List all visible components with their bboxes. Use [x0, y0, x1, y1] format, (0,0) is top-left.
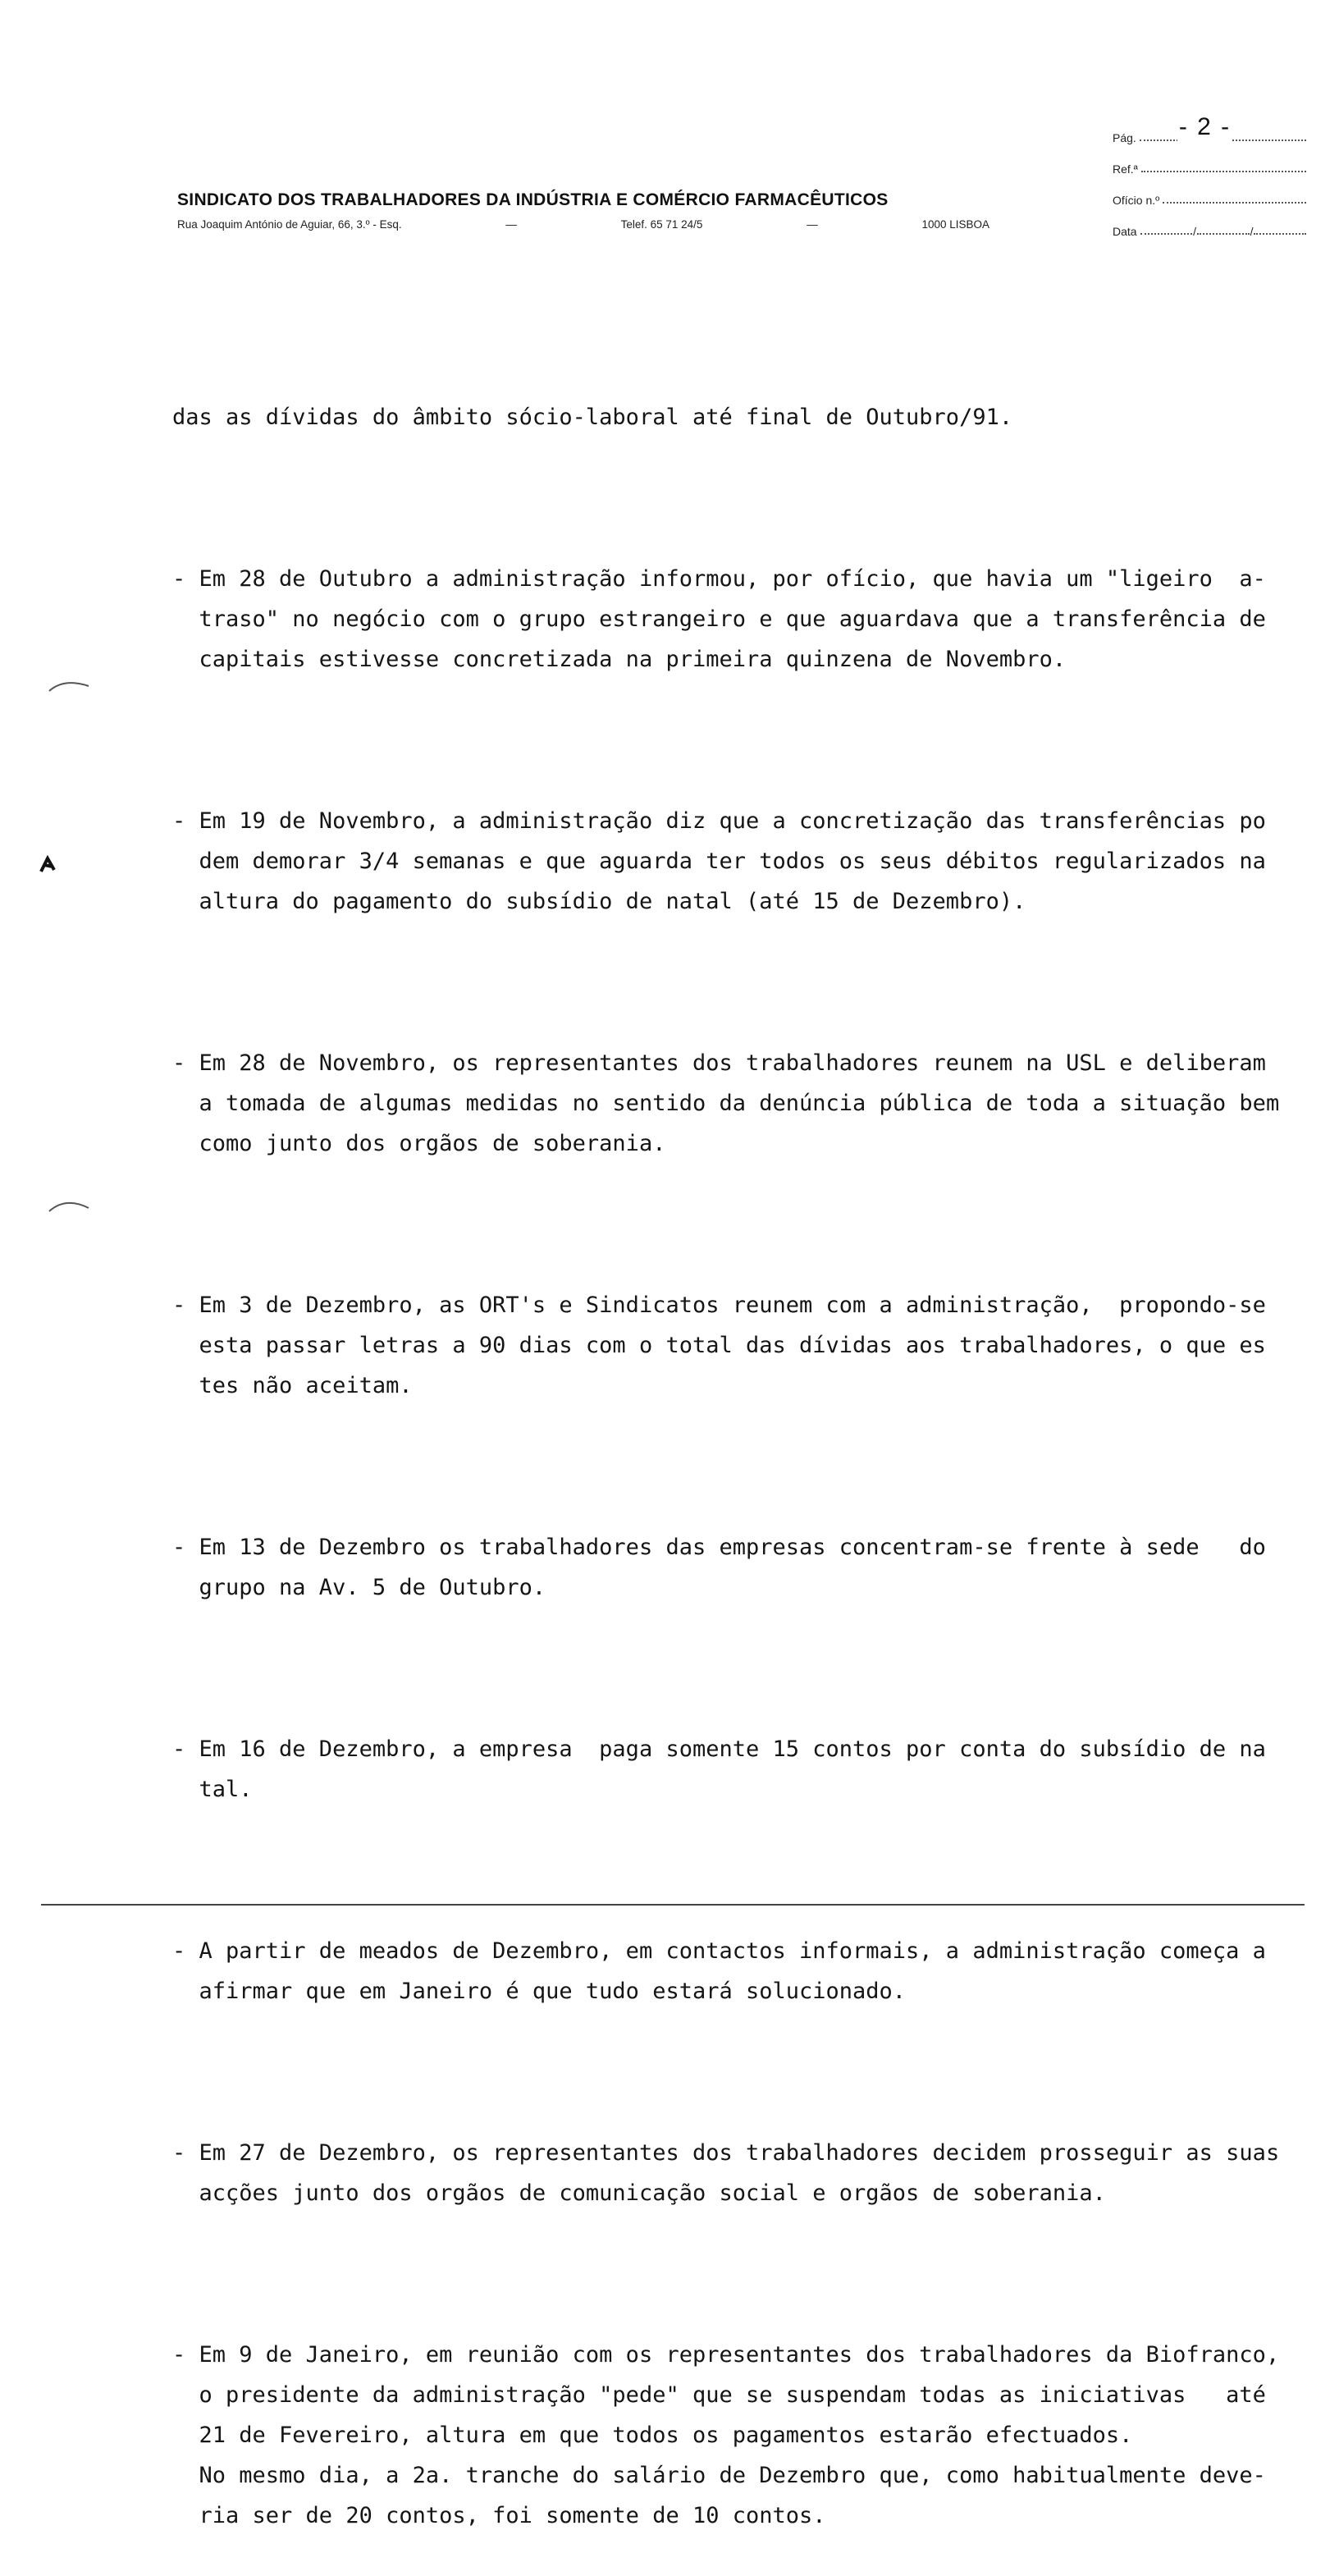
oficio-label: Ofício n.º: [1113, 194, 1160, 207]
separator: —: [505, 218, 517, 231]
list-item: - A partir de meados de Dezembro, em contactos informais, a administração começa a afirmar que em Janeiro é que tudo estará solucionado.: [172, 1938, 1266, 2004]
document-body: [172, 317, 1296, 2576]
ref-field: [1113, 144, 1306, 176]
paragraph: das as dívidas do âmbito sócio-laboral até final de Outubro/91.: [172, 405, 1013, 430]
list-item: - Em 9 de Janeiro, em reunião com os representantes dos trabalhadores da Biofranco, o presidente da administração "pede" que se suspendam todas as iniciativas até 21 de Fevereiro, altura em que todos os pagamentos estarão efectuados. No mesmo dia, a 2a. tranche do salário de Dezembro que, como habitualmente deve- ria ser de 20 contos, foi somente de 10 contos.: [172, 2342, 1280, 2528]
list-item: - Em 3 de Dezembro, as ORT's e Sindicatos reunem com a administração, propondo-se esta passar letras a 90 dias com o total das dívidas aos trabalhadores, o que es tes não aceitam.: [172, 1293, 1266, 1398]
bottom-rule: [41, 1904, 1305, 1906]
street-address: Rua Joaquim António de Aguiar, 66, 3.º - Esq.: [177, 218, 402, 231]
list-item: - Em 16 de Dezembro, a empresa paga somente 15 contos por conta do subsídio de na tal.: [172, 1736, 1266, 1802]
organization-name: SINDICATO DOS TRABALHADORES DA INDÚSTRIA E COMÉRCIO FARMACÊUTICOS: [177, 190, 889, 209]
letterhead: [177, 190, 1006, 231]
date-label: Data: [1113, 225, 1137, 238]
scan-mark-icon: [36, 853, 61, 878]
page-field: [1113, 113, 1306, 144]
list-item: - Em 28 de Outubro a administração informou, por ofício, que havia um "ligeiro a- traso" no negócio com o grupo estrangeiro e que aguardava que a transferência de capitais estivesse concretizada na primeira quinzena de Novembro.: [172, 566, 1266, 672]
list-item: - Em 13 de Dezembro os trabalhadores das empresas concentram-se frente à sede do grupo na Av. 5 de Outubro.: [172, 1535, 1266, 1600]
date-separator: /: [1193, 225, 1197, 238]
list-item: - Em 27 de Dezembro, os representantes dos trabalhadores decidem prosseguir as suas acções junto dos orgãos de comunicação social e orgãos de soberania.: [172, 2140, 1280, 2206]
scan-mark-icon: [46, 673, 95, 698]
list-item: - Em 28 de Novembro, os representantes dos trabalhadores reunem na USL e deliberam a tomada de algumas medidas no sentido da denúncia pública de toda a situação bem como junto dos orgãos de soberania.: [172, 1050, 1280, 1156]
oficio-field: [1113, 176, 1306, 207]
ref-label: Ref.ª: [1113, 162, 1138, 176]
separator: —: [807, 218, 818, 231]
date-separator: /: [1250, 225, 1254, 238]
city: 1000 LISBOA: [921, 218, 989, 231]
page-number: - 2 -: [1178, 113, 1232, 140]
phone-number: Telef. 65 71 24/5: [620, 218, 703, 231]
date-field: [1113, 207, 1306, 238]
scan-mark-icon: [46, 1193, 95, 1218]
list-item: - Em 19 de Novembro, a administração diz que a concretização das transferências po dem demorar 3/4 semanas e que aguarda ter todos os seus débitos regularizados na altura do pagamento do subsídio de natal (até 15 de Dezembro).: [172, 808, 1266, 914]
organization-address: [177, 218, 989, 231]
reference-box: [1113, 113, 1306, 238]
page-label: Pág.: [1113, 131, 1136, 144]
